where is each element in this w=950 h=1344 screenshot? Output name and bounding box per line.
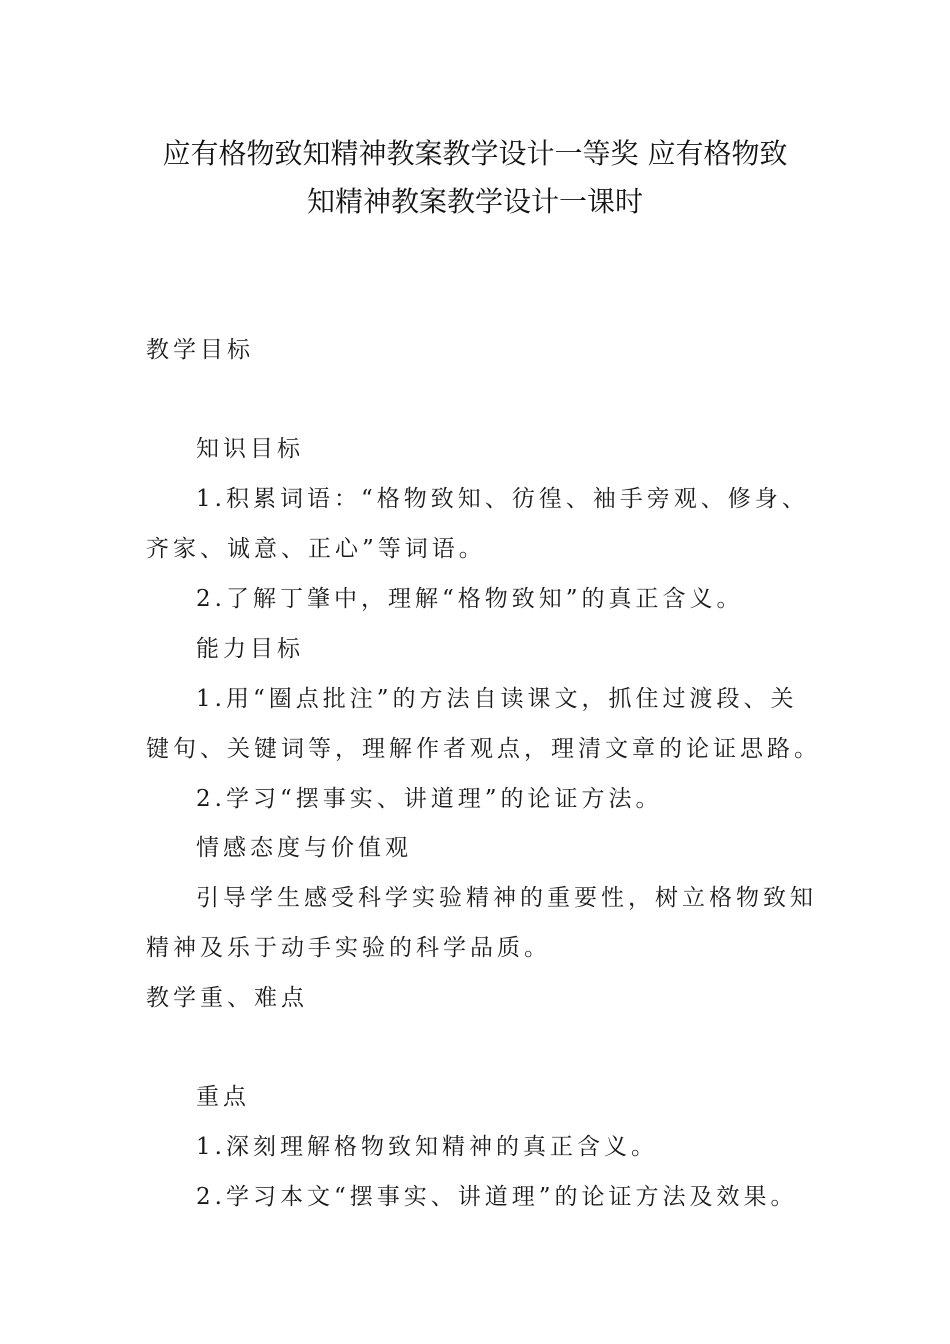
- subheading-key-points: 重点: [196, 1084, 250, 1110]
- document-title-line-2: 知精神教案教学设计一课时: [306, 185, 643, 218]
- paragraph-line: 精神及乐于动手实验的科学品质。: [146, 935, 551, 961]
- paragraph-line: 2.了解丁肇中，理解“格物致知”的真正含义。: [196, 586, 744, 612]
- section-heading-key-difficult-points: 教学重、难点: [146, 985, 308, 1011]
- section-heading-teaching-goals: 教学目标: [146, 337, 254, 363]
- paragraph-line: 2.学习“摆事实、讲道理”的论证方法。: [196, 786, 663, 812]
- paragraph-line: 1.积累词语：“格物致知、彷徨、袖手旁观、修身、: [196, 486, 809, 512]
- paragraph-line: 引导学生感受科学实验精神的重要性，树立格物致知: [196, 885, 817, 911]
- paragraph-line: 2.学习本文“摆事实、讲道理”的论证方法及效果。: [196, 1184, 798, 1210]
- paragraph-line: 1.深刻理解格物致知精神的真正含义。: [196, 1134, 658, 1160]
- subheading-emotion-values: 情感态度与价值观: [196, 835, 412, 861]
- subheading-knowledge-goals: 知识目标: [196, 436, 304, 462]
- paragraph-line: 键句、关键词等，理解作者观点，理清文章的论证思路。: [146, 736, 821, 762]
- subheading-ability-goals: 能力目标: [196, 636, 304, 662]
- paragraph-line: 齐家、诚意、正心”等词语。: [146, 536, 486, 562]
- document-title-line-1: 应有格物致知精神教案教学设计一等奖 应有格物致: [162, 137, 788, 170]
- paragraph-line: 1.用“圈点批注”的方法自读课文，抓住过渡段、关: [196, 686, 798, 712]
